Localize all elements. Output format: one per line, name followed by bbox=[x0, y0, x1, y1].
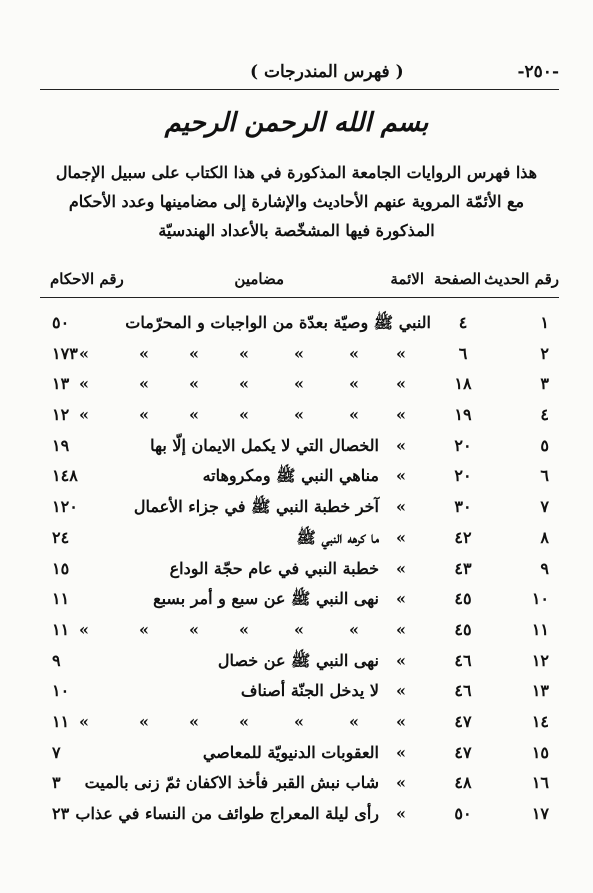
ahkam-number: ١١ bbox=[52, 619, 70, 639]
header-ahkam-number: رقم الاحكام bbox=[50, 270, 124, 288]
ahkam-number: ١١ bbox=[52, 711, 70, 731]
table-row bbox=[40, 340, 559, 371]
imam-ditto: » bbox=[396, 497, 406, 517]
table-row bbox=[40, 462, 559, 493]
ditto-mark: » bbox=[239, 711, 249, 731]
ahkam-number: ١٩ bbox=[52, 435, 70, 455]
ditto-mark: » bbox=[139, 405, 149, 425]
contents-text: العقوبات الدنيويّة للمعاصي bbox=[202, 742, 379, 762]
ditto-mark: » bbox=[79, 374, 89, 394]
page-reference: ٤٢ bbox=[454, 527, 472, 547]
page-reference: ١٩ bbox=[454, 405, 472, 425]
page-reference: ٢٠ bbox=[454, 435, 472, 455]
imam-ditto: » bbox=[396, 619, 406, 639]
ahkam-number: ١٤٨ bbox=[52, 466, 78, 486]
ditto-mark: » bbox=[79, 619, 89, 639]
imam-ditto: » bbox=[396, 466, 406, 486]
hadith-number: ٢ bbox=[540, 343, 549, 363]
intro-line: هذا فهرس الروايات الجامعة المذكورة في هذا الكتاب على سبيل الإجمال bbox=[55, 163, 538, 182]
header-divider bbox=[40, 89, 559, 90]
table-row bbox=[40, 370, 559, 401]
contents-text: خطبة النبي في عام حجّة الوداع bbox=[169, 558, 379, 578]
imam-ditto: » bbox=[396, 435, 406, 455]
intro-line: مع الأئمّة المروية عنهم الأحاديث والإشارة إلى مضامينها وعدد الأحكام bbox=[68, 192, 525, 211]
ditto-mark: » bbox=[349, 711, 359, 731]
page-reference: ٤٧ bbox=[454, 711, 472, 731]
ditto-mark: » bbox=[349, 343, 359, 363]
hadith-number: ٤ bbox=[540, 405, 549, 425]
contents-text: الخصال التي لا يكمل الايمان إلّا بها bbox=[150, 435, 379, 455]
hadith-number: ١٢ bbox=[531, 650, 549, 670]
hadith-number: ٥ bbox=[540, 435, 549, 455]
table-row bbox=[40, 677, 559, 708]
contents-text: مناهي النبي ﷺ ومكروهاته bbox=[202, 466, 379, 486]
table-row bbox=[40, 769, 559, 800]
page-reference: ٤٦ bbox=[454, 650, 472, 670]
imam-ditto: » bbox=[396, 558, 406, 578]
ditto-mark: » bbox=[139, 619, 149, 639]
imam-ditto: » bbox=[396, 405, 406, 425]
ditto-mark: » bbox=[239, 405, 249, 425]
ditto-mark: » bbox=[189, 619, 199, 639]
contents-text: لا يدخل الجنّة أصناف bbox=[240, 681, 379, 701]
table-row bbox=[40, 309, 559, 340]
table-row bbox=[40, 585, 559, 616]
table-row bbox=[40, 493, 559, 524]
ditto-mark: » bbox=[189, 405, 199, 425]
contents-text: آخر خطبة النبي ﷺ في جزاء الأعمال bbox=[133, 497, 379, 517]
ditto-mark: » bbox=[349, 374, 359, 394]
ahkam-number: ٥٠ bbox=[52, 313, 70, 332]
table-body bbox=[40, 309, 559, 831]
header-hadith-number: رقم الحديث bbox=[484, 270, 559, 288]
hadith-number: ١١ bbox=[531, 619, 549, 639]
hadith-number: ٣ bbox=[540, 374, 549, 394]
table-row bbox=[40, 616, 559, 647]
ditto-mark: » bbox=[349, 619, 359, 639]
hadith-number: ١٣ bbox=[531, 681, 549, 701]
page-header bbox=[42, 62, 559, 92]
page-reference: ٥٠ bbox=[454, 804, 472, 823]
contents-text: النبي ﷺ وصيّة بعدّة من الواجبات و المحرّمات bbox=[125, 313, 431, 332]
table-header-divider bbox=[40, 297, 559, 298]
table-row bbox=[40, 555, 559, 586]
ahkam-number: ١٢ bbox=[52, 405, 70, 425]
ditto-mark: » bbox=[189, 343, 199, 363]
imam-ditto: » bbox=[396, 711, 406, 731]
contents-text: ما كرهه النبي ﷺ bbox=[296, 527, 379, 547]
contents-text: رأى ليلة المعراج طوائف من النساء في عذاب bbox=[75, 804, 379, 823]
hadith-number: ١ bbox=[540, 313, 549, 332]
header-page: الصفحة bbox=[433, 270, 481, 288]
ditto-mark: » bbox=[239, 374, 249, 394]
ditto-mark: » bbox=[294, 343, 304, 363]
ditto-mark: » bbox=[79, 711, 89, 731]
imam-ditto: » bbox=[396, 804, 406, 823]
ahkam-number: ٢٣ bbox=[52, 804, 70, 823]
ahkam-number: ٢٤ bbox=[52, 527, 70, 547]
imam-ditto: » bbox=[396, 773, 406, 793]
ditto-mark: » bbox=[139, 374, 149, 394]
page-reference: ٤٥ bbox=[454, 619, 472, 639]
imam-ditto: » bbox=[396, 650, 406, 670]
ahkam-number: ١٧٣ bbox=[52, 343, 78, 363]
table-row bbox=[40, 708, 559, 739]
ditto-mark: » bbox=[239, 619, 249, 639]
page-reference: ١٨ bbox=[454, 374, 472, 394]
ahkam-number: ٩ bbox=[52, 650, 61, 670]
section-title: ( فهرس المندرجات ) bbox=[250, 62, 404, 82]
ahkam-number: ١٢٠ bbox=[52, 497, 78, 517]
page-reference: ٤٦ bbox=[454, 681, 472, 701]
imam-ditto: » bbox=[396, 742, 406, 762]
page-reference: ٢٠ bbox=[454, 466, 472, 486]
hadith-number: ٩ bbox=[540, 558, 549, 578]
ahkam-number: ٧ bbox=[52, 742, 61, 762]
contents-text: نهى النبي ﷺ عن سبع و أمر بسبع bbox=[153, 589, 379, 609]
page-reference: ٤ bbox=[458, 313, 468, 332]
imam-ditto: » bbox=[396, 527, 406, 547]
page-number: -٢٥٠- bbox=[517, 62, 559, 82]
ditto-mark: » bbox=[294, 374, 304, 394]
ahkam-number: ١٠ bbox=[52, 681, 70, 701]
imam-ditto: » bbox=[396, 589, 406, 609]
hadith-number: ٦ bbox=[540, 466, 549, 486]
page-reference: ٤٧ bbox=[454, 742, 472, 762]
table-row bbox=[40, 401, 559, 432]
hadith-number: ١٥ bbox=[531, 742, 549, 762]
hadith-number: ١٦ bbox=[531, 773, 549, 793]
table-row bbox=[40, 800, 559, 831]
table-header bbox=[40, 270, 559, 292]
page-reference: ٦ bbox=[458, 343, 468, 363]
hadith-number: ٨ bbox=[540, 527, 549, 547]
header-imams: الائمة bbox=[390, 270, 424, 288]
contents-text: نهى النبي ﷺ عن خصال bbox=[217, 650, 379, 670]
ditto-mark: » bbox=[294, 619, 304, 639]
contents-text: شاب نبش القبر فأخذ الاكفان ثمّ زنى بالميت bbox=[84, 773, 379, 793]
table-row bbox=[40, 647, 559, 678]
ahkam-number: ١٣ bbox=[52, 374, 70, 394]
ditto-mark: » bbox=[294, 711, 304, 731]
table-row bbox=[40, 524, 559, 555]
table-row bbox=[40, 432, 559, 463]
imam-ditto: » bbox=[396, 374, 406, 394]
page-reference: ٤٨ bbox=[454, 773, 472, 793]
page-reference: ٤٣ bbox=[454, 558, 472, 578]
ditto-mark: » bbox=[139, 711, 149, 731]
ahkam-number: ١١ bbox=[52, 589, 70, 609]
ditto-mark: » bbox=[239, 343, 249, 363]
page-reference: ٤٥ bbox=[454, 589, 472, 609]
hadith-number: ١٤ bbox=[531, 711, 549, 731]
ahkam-number: ١٥ bbox=[52, 558, 70, 578]
ditto-mark: » bbox=[294, 405, 304, 425]
imam-ditto: » bbox=[396, 681, 406, 701]
ditto-mark: » bbox=[189, 374, 199, 394]
ditto-mark: » bbox=[79, 405, 89, 425]
ahkam-number: ٣ bbox=[52, 773, 61, 793]
ditto-mark: » bbox=[349, 405, 359, 425]
intro-line: المذكورة فيها المشخّصة بالأعداد الهندسيّة bbox=[158, 221, 435, 240]
hadith-number: ٧ bbox=[540, 497, 549, 517]
page-reference: ٣٠ bbox=[454, 497, 472, 517]
ditto-mark: » bbox=[189, 711, 199, 731]
hadith-number: ١٠ bbox=[531, 589, 549, 609]
table-row bbox=[40, 739, 559, 770]
imam-ditto: » bbox=[396, 343, 406, 363]
intro-paragraph bbox=[50, 158, 543, 245]
ditto-mark: » bbox=[139, 343, 149, 363]
header-contents: مضامين bbox=[234, 270, 284, 288]
hadith-number: ١٧ bbox=[531, 804, 549, 823]
basmala-calligraphy: بسم الله الرحمن الرحيم bbox=[164, 108, 429, 138]
ditto-mark: » bbox=[79, 343, 89, 363]
